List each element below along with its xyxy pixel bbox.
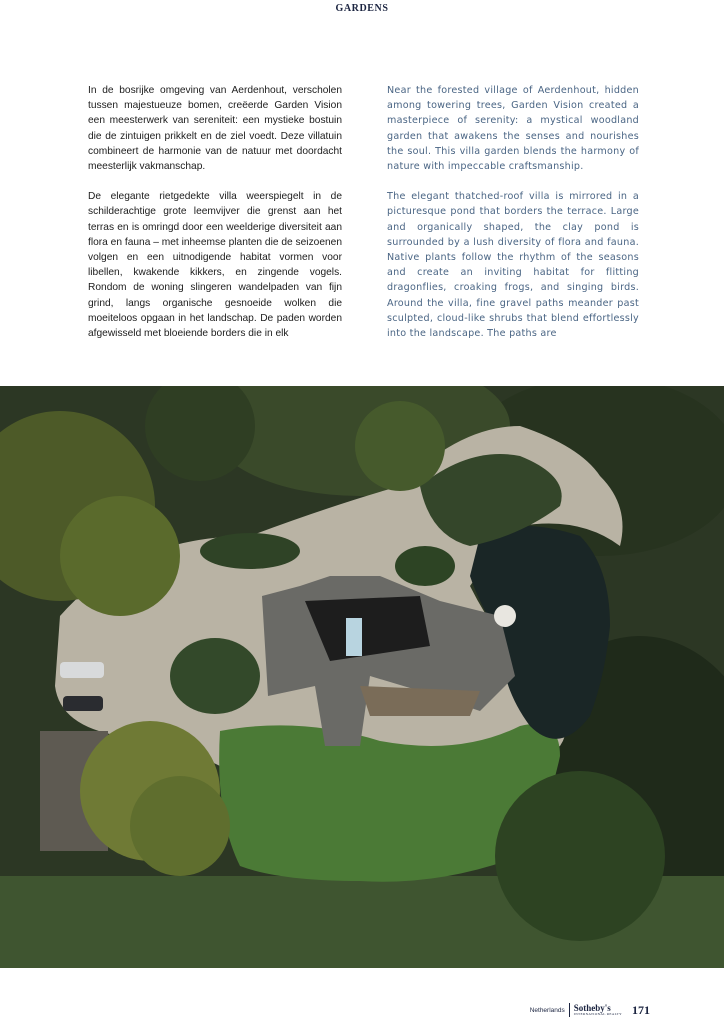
aerial-garden-photo (0, 386, 724, 968)
dutch-column (88, 83, 342, 356)
dutch-paragraph-1: In de bosrijke omgeving van Aerdenhout, verscholen tussen majestueuze bomen, creëerde Garden Vision een meesterwerk van sereniteit: een mystieke bostuin die de zintuigen prikkelt en de ziel voedt. Deze villatuin combineert de harmonie van de natuur met doordacht meesterlijk vakmanschap. (88, 85, 342, 173)
english-paragraph-1: Near the forested village of Aerdenhout, hidden among towering trees, Garden Vision created a masterpiece of serenity: a mystical woodland garden that awakens the senses and nourishes the soul. This villa garden blends the harmony of nature with impeccable craftsmanship. (387, 85, 639, 173)
footer-region: Netherlands (529, 1006, 565, 1014)
footer-divider (569, 1003, 570, 1017)
page-number: 171 (632, 1002, 650, 1017)
english-column (387, 83, 639, 356)
brand-subtitle: INTERNATIONAL REALTY (573, 1012, 622, 1016)
brand-name: Sotheby's (573, 1003, 611, 1013)
sothebys-logo (574, 1004, 622, 1016)
dutch-paragraph-2: De elegante rietgedekte villa weerspiegelt in de schilderachtige grote leemvijver die grenst aan het terras en is omringd door een weelderige diversiteit aan flora en fauna – met inheemse planten die de seizoenen volgen en een uitnodigende habitat vormen voor libellen, kwakende kikkers, en zingende vogels. Rondom de woning slingeren wandelpaden van fijn grind, langs organische gesnoeide wolken die moeiteloos opgaan in het landschap. De paden worden afgewisseld met bloeiende borders die in elk (88, 191, 342, 340)
english-paragraph-2: The elegant thatched-roof villa is mirrored in a picturesque pond that borders the terrace. Large and organically shaped, the clay pond is surrounded by a lush diversity of flora and fauna. Native plants follow the rhythm of the seasons and create an inviting habitat for flitting dragonflies, croaking frogs, and singing birds. Around the villa, fine gravel paths meander past sculpted, cloud-like shrubs that blend effortlessly into the landscape. The paths are (387, 191, 639, 340)
page-footer (530, 1000, 650, 1020)
section-title: GARDENS (335, 3, 389, 14)
